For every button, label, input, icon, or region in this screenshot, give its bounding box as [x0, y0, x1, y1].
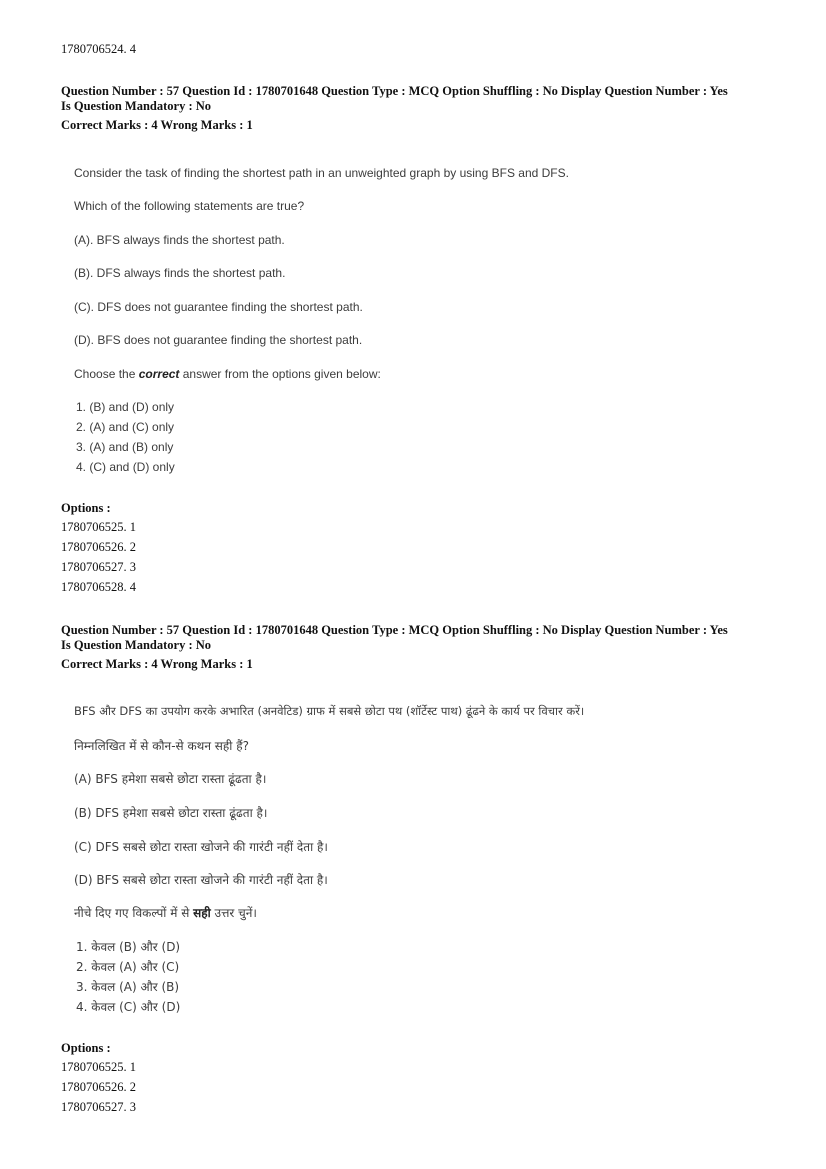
statement-c: (C). DFS does not guarantee finding the shortest path.	[74, 300, 363, 314]
question-prompt: Which of the following statements are true?	[74, 199, 305, 213]
option-id-3: 1780706527. 3	[61, 1100, 136, 1114]
choose-post: answer from the options given below:	[179, 367, 381, 381]
choose-instruction	[74, 904, 257, 921]
statement-d: (D). BFS does not guarantee finding the shortest path.	[74, 333, 363, 347]
answer-choice-2: 2. (A) and (C) only	[76, 420, 175, 434]
choose-pre: Choose the	[74, 367, 139, 381]
choose-instruction	[74, 367, 381, 381]
statement-b: (B). DFS always finds the shortest path.	[74, 266, 286, 280]
choose-emphasis: सही	[193, 906, 211, 920]
question-marks: Correct Marks : 4 Wrong Marks : 1	[61, 657, 253, 671]
question-statement: BFS और DFS का उपयोग करके अभारित (अनवेटिड) ग्राफ में सबसे छोटा पथ (शॉर्टेस्ट पाथ) ढूंढने के कार्य पर विचार करें।	[74, 704, 585, 718]
choose-post: उत्तर चुनें।	[210, 906, 257, 920]
previous-option-id: 1780706524. 4	[61, 42, 136, 56]
question-statement: Consider the task of finding the shortest path in an unweighted graph by using BFS and DFS.	[74, 166, 569, 180]
statement-a: (A) BFS हमेशा सबसे छोटा रास्ता ढूंढता है।	[74, 772, 267, 786]
option-id-1: 1780706525. 1	[61, 520, 136, 534]
question-header: Question Number : 57 Question Id : 1780701648 Question Type : MCQ Option Shuffling : No Display Question Number : Yes	[61, 623, 728, 637]
options-label: Options :	[61, 1041, 111, 1055]
question-marks: Correct Marks : 4 Wrong Marks : 1	[61, 118, 253, 132]
answer-choice-2: 2. केवल (A) और (C)	[76, 960, 180, 974]
option-id-1: 1780706525. 1	[61, 1060, 136, 1074]
option-id-4: 1780706528. 4	[61, 580, 136, 594]
answer-choice-3: 3. (A) and (B) only	[76, 440, 174, 454]
question-header: Question Number : 57 Question Id : 1780701648 Question Type : MCQ Option Shuffling : No Display Question Number : Yes	[61, 84, 728, 98]
question-mandatory: Is Question Mandatory : No	[61, 638, 212, 652]
option-id-2: 1780706526. 2	[61, 1080, 136, 1094]
answer-choice-4: 4. (C) and (D) only	[76, 460, 175, 474]
choose-pre: नीचे दिए गए विकल्पों में से	[74, 906, 194, 920]
answer-choice-4: 4. केवल (C) और (D)	[76, 1000, 181, 1014]
question-prompt: निम्नलिखित में से कौन-से कथन सही हैं?	[74, 739, 249, 753]
option-id-2: 1780706526. 2	[61, 540, 136, 554]
statement-b: (B) DFS हमेशा सबसे छोटा रास्ता ढूंढता है।	[74, 806, 268, 820]
question-mandatory: Is Question Mandatory : No	[61, 99, 212, 113]
answer-choice-1: 1. (B) and (D) only	[76, 400, 175, 414]
answer-choice-1: 1. केवल (B) और (D)	[76, 940, 181, 954]
options-label: Options :	[61, 501, 111, 515]
statement-c: (C) DFS सबसे छोटा रास्ता खोजने की गारंटी नहीं देता है।	[74, 840, 328, 854]
option-id-3: 1780706527. 3	[61, 560, 136, 574]
choose-emphasis: correct	[138, 367, 180, 381]
answer-choice-3: 3. केवल (A) और (B)	[76, 980, 180, 994]
statement-d: (D) BFS सबसे छोटा रास्ता खोजने की गारंटी नहीं देता है।	[74, 873, 328, 887]
statement-a: (A). BFS always finds the shortest path.	[74, 233, 285, 247]
